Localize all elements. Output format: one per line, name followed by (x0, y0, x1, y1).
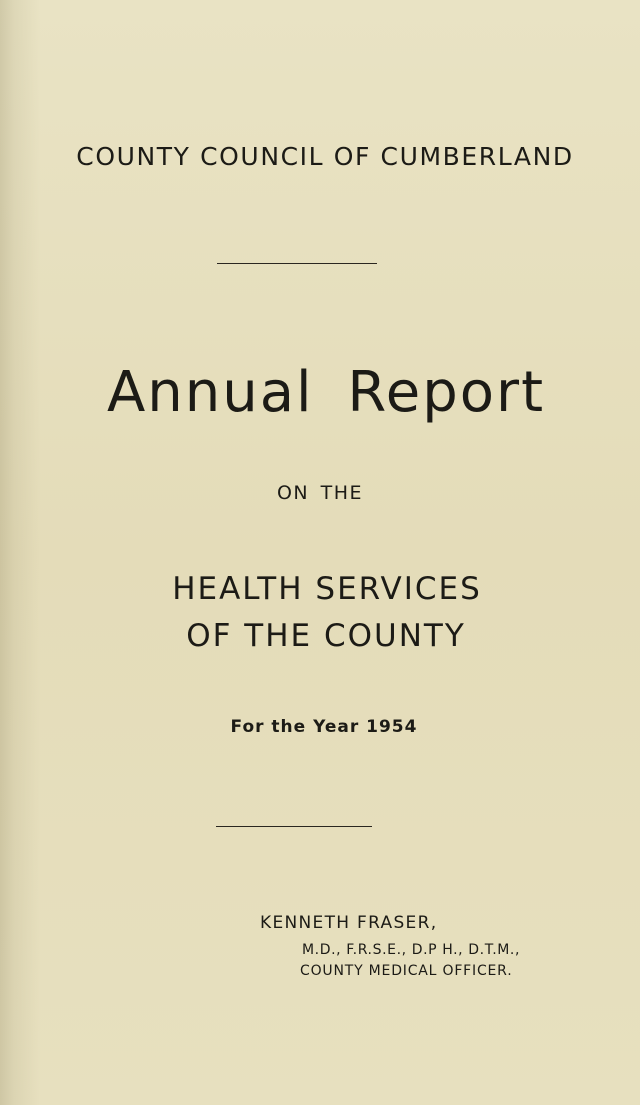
author-name: KENNETH FRASER, (260, 913, 438, 933)
bottom-divider (216, 826, 372, 827)
subject-line-2: OF THE COUNTY (186, 618, 466, 654)
report-title: Annual Report (106, 360, 546, 425)
author-role: COUNTY MEDICAL OFFICER. (300, 963, 513, 979)
author-qualifications: M.D., F.R.S.E., D.P H., D.T.M., (302, 942, 521, 958)
top-divider (217, 263, 377, 264)
year-line: For the Year 1954 (230, 717, 418, 737)
council-heading: COUNTY COUNCIL OF CUMBERLAND (76, 142, 574, 171)
subject-line-1: HEALTH SERVICES (172, 571, 482, 607)
on-the-label: ON THE (276, 482, 364, 504)
